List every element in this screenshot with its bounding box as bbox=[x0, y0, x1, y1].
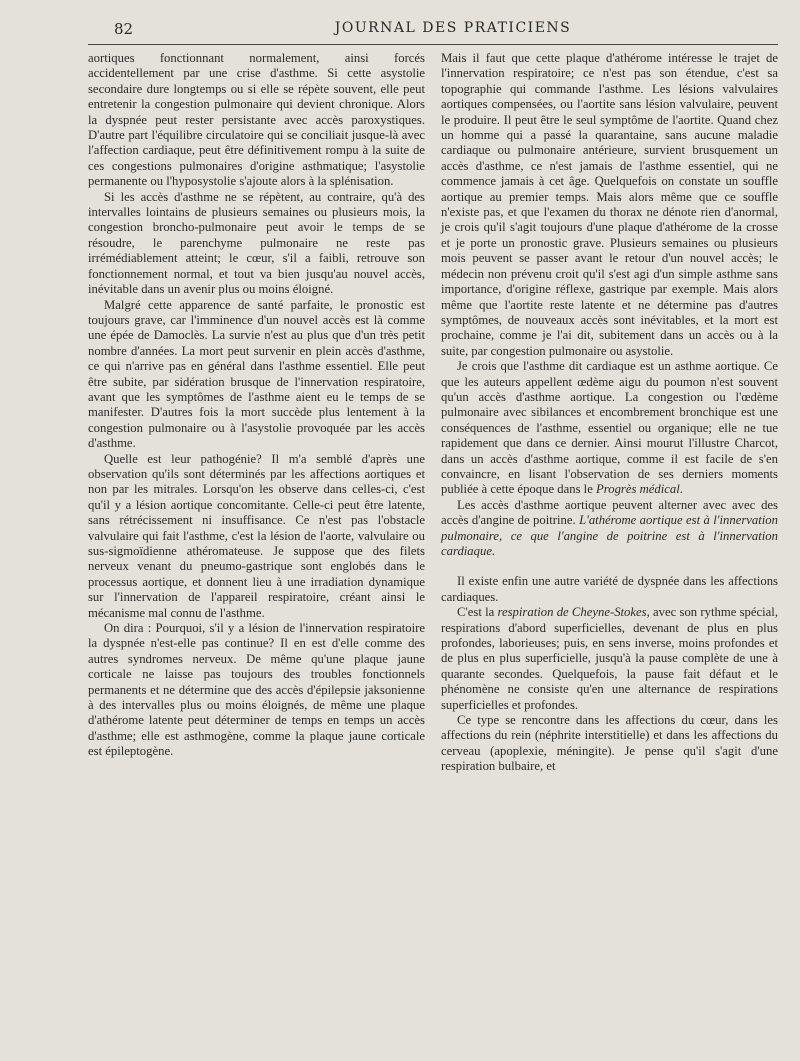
paragraph-text: . bbox=[679, 482, 683, 497]
paragraph: Mais il faut que cette plaque d'athérome intéresse le trajet de l'innervation respiratoire; ce n'est pas son étendue, c'est sa topographie qui commande l'asthme. Les lésions valvulaires aortiques compensées, ou l'aortite sans lésion valvulaire, peuvent le produire. Il peut être le seul symptôme de l'aortite. Quand chez un homme qui a passé la quarantaine, sans aucune maladie cardiaque ou pulmonaire antérieure, survient brusquement un accès d'asthme, ce n'est jamais de l'asthme essentiel, qui ne commence jamais à cet âge. Quelquefois on constate un souffle aortique au premier temps. Mais alors même que ce souffle n'existe pas, et que l'examen du thorax ne dénote rien d'anormal, je crois qu'il s'agit toujours d'une plaque d'athérome de la crosse et je porte un pronostic grave. Plusieurs semaines ou plusieurs mois peuvent se passer avant le retour d'un nouvel accès; le médecin non prévenu croit qu'il s'est agi d'un simple asthme sans importance, d'origine réflexe, gastrique par exemple. Mais alors même que l'aortite reste latente et ne détermine pas d'autres symptômes, de nouveaux accès sont inévitables, et la mort est prochaine, comme je l'ai dit, subitement dans un accès ou à la suite, par congestion pulmonaire ou asystolie. bbox=[441, 51, 778, 358]
paragraph: Il existe enfin une autre variété de dyspnée dans les affections cardiaques. bbox=[441, 574, 778, 604]
right-column bbox=[441, 51, 778, 775]
paragraph-text: Les accès d'asthme aortique peuvent alterner avec avec des accès d'angine de poitrine. bbox=[441, 497, 778, 528]
page-header bbox=[88, 18, 778, 45]
paragraph bbox=[441, 359, 778, 498]
paragraph: Malgré cette apparence de santé parfaite, le pronostic est toujours grave, car l'imminence d'un nouvel accès est là comme une épée de Damoclès. La survie n'est au plus que d'un très petit nombre d'années. La mort peut survenir en plein accès d'asthme, ce qui n'arrive pas en général dans l'asthme essentiel. Elle peut être subite, par sidération brusque de l'innervation respiratoire, avant que les symptômes de l'asthme aient eu le temps de se manifester. D'autres fois la mort succède plus lentement à la congestion pulmonaire ou à l'asystolie provoquée par les accès d'asthme. bbox=[88, 297, 425, 451]
paragraph-text: C'est la bbox=[457, 605, 498, 620]
paragraph-text: , avec son rythme spécial, respirations d'abord superficielles, devenant de plus en plus profondes, laborieuses; puis, en sens inverse, moins profondes et de plus en plus superficielle, jusqu'à la pause complète de une à quarante secondes. Quelquefois, la pause fait défaut et le phénomène ne consiste qu'en une alternance de respirations superficielles et profondes. bbox=[441, 605, 778, 712]
paragraph bbox=[441, 498, 778, 560]
paragraph: aortiques fonctionnant normalement, ainsi forcés accidentellement par une crise d'asthme. Si cette asystolie secondaire dure longtemps ou si elle se répète souvent, elle peut entretenir la congestion pulmonaire qui devient chronique. Alors la dyspnée peut rester persistante avec accès paroxystiques. D'autre part l'équilibre circulatoire qui se conciliait jusque-là avec l'affection cardiaque, peut être définitivement rompu à la suite de ces congestions pulmonaires d'origine asthmatique; l'asystolie permanente ou l'hyposystolie s'ajoute alors à la splénisation. bbox=[88, 51, 425, 189]
paragraph-text: Je crois que l'asthme dit cardiaque est un asthme aortique. Ce que les auteurs appellent œdème aigu du poumon n'est souvent qu'un accès d'asthme aortique. La congestion ou l'œdème pulmonaire avec sibilances et encombrement bronchique est une conséquences de l'asthme, essentiel ou organique; elle ne tue rapidement que dans ce dernier. Ainsi mourut l'illustre Charcot, dans un accès d'asthme aortique, comme il est facile de s'en convaincre, en lisant l'observation de ses derniers moments publiée à cette époque dans le bbox=[441, 359, 778, 497]
paragraph: Ce type se rencontre dans les affections du cœur, dans les affections du rein (néphrite interstitielle) et dans les affections du cerveau (apoplexie, méningite). Je pense qu'il s'agit d'une respiration bulbaire, et bbox=[441, 713, 778, 774]
emphasized-term: respiration de Cheyne-Stokes bbox=[497, 605, 647, 620]
paragraph bbox=[441, 605, 778, 713]
journal-title: JOURNAL DES PRATICIENS bbox=[334, 20, 572, 36]
article-body bbox=[88, 51, 778, 775]
paragraph: Quelle est leur pathogénie? Il m'a semblé d'après une observation qu'ils sont déterminés par les affections aortiques et non par les mitrales. Lorsqu'on les observe dans celles-ci, c'est qu'il y a lésion aortique concomitante. Celle-ci peut être latente, sans rétrécissement ni insuffisance. Ce n'est pas l'obstacle valvulaire qui fait l'asthme, c'est la lésion de l'aorte, valvulaire ou sus-sigmoïdienne athéromateuse. Je suppose que des filets nerveux venant du pneumo-gastrique sont englobés dans le processus aortique, et donnent lieu à une irradiation dynamique sur l'innervation de l'appareil respiratoire, créant ainsi le mécanisme mal connu de l'asthme. bbox=[88, 451, 425, 620]
paragraph: Si les accès d'asthme ne se répètent, au contraire, qu'à des intervalles lointains de plusieurs semaines ou plusieurs mois, la congestion broncho-pulmonaire peut avoir le temps de se résoudre, le parenchyme pulmonaire ne reste pas irrémédiablement atteint; le cœur, s'il a faibli, retrouve son fonctionnement normal, et tout va bien jusqu'au nouvel accès, inévitable dans un avenir plus ou moins éloigné. bbox=[88, 189, 425, 297]
left-column bbox=[88, 51, 425, 775]
journal-reference: Progrès médical bbox=[596, 482, 680, 497]
paragraph: On dira : Pourquoi, s'il y a lésion de l'innervation respiratoire la dyspnée n'est-elle pas continue? Il en est d'elle comme des autres syndromes nerveux. De même qu'une plaque jaune corticale ne laisse pas toujours des troubles fonctionnels permanents et ne détermine que des accès d'épilepsie jaksonienne à des intervalles plus ou moins éloignés, de même une plaque d'athérome latente peut déterminer de temps en temps un accès d'asthme; elle est asthmogène, comme la plaque jaune corticale est épileptogène. bbox=[88, 621, 425, 759]
emphasized-statement: L'athérome aortique est à l'innervation pulmonaire, ce que l'angine de poitrine est à l'innervation cardiaque. bbox=[441, 513, 778, 558]
page-number: 82 bbox=[114, 20, 134, 38]
